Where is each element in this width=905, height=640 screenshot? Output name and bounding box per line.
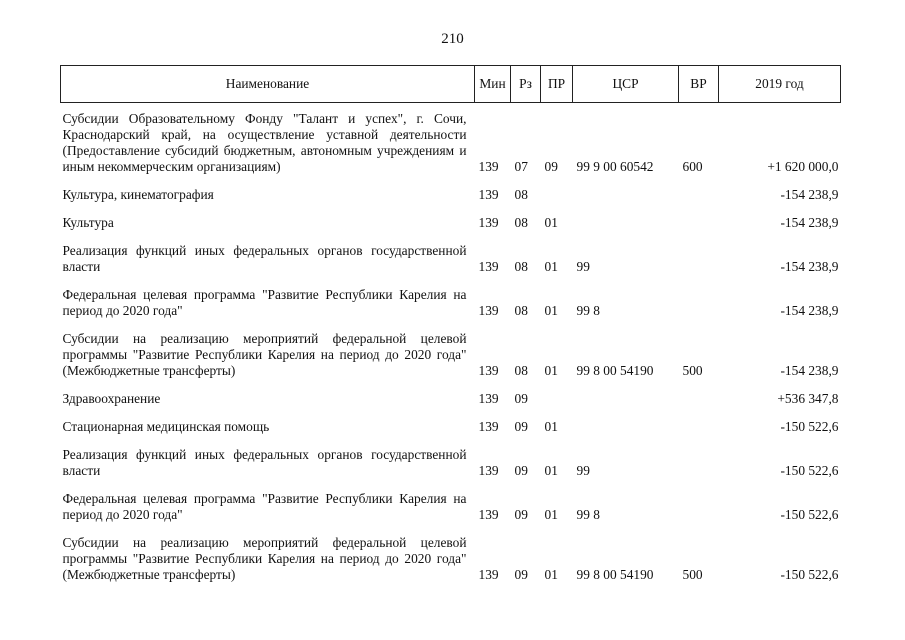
row-name: Культура [62, 215, 114, 230]
row-vr [679, 447, 719, 483]
table-row [61, 419, 841, 439]
row-min: 139 [478, 259, 499, 274]
row-csr: 99 [576, 463, 590, 478]
table-row [61, 287, 841, 323]
row-rz: 08 [514, 187, 528, 202]
row-vr: 600 [682, 159, 703, 174]
row-name: Стационарная медицинская помощь [62, 419, 270, 434]
row-vr [679, 391, 719, 411]
row-csr [573, 419, 679, 439]
row-amount: -154 238,9 [780, 303, 839, 318]
row-amount: -154 238,9 [780, 363, 839, 378]
row-amount: -150 522,6 [780, 463, 839, 478]
row-amount: -154 238,9 [780, 259, 839, 274]
row-csr: 99 8 [576, 507, 600, 522]
row-csr: 99 [576, 259, 590, 274]
row-spacer [61, 439, 841, 447]
row-pr: 01 [544, 419, 558, 434]
row-pr: 01 [544, 463, 558, 478]
row-amount: +536 347,8 [777, 391, 839, 406]
row-name: Федеральная целевая программа "Развитие Республики Карелия на период до 2020 года" [62, 491, 467, 522]
row-vr [679, 243, 719, 279]
row-rz: 09 [514, 391, 528, 406]
table-row [61, 491, 841, 527]
table-row [61, 447, 841, 483]
row-spacer [61, 323, 841, 331]
row-pr [541, 187, 573, 207]
row-vr [679, 419, 719, 439]
header-vr: ВР [679, 66, 719, 103]
row-pr: 01 [544, 507, 558, 522]
table-row [61, 331, 841, 383]
row-vr [679, 287, 719, 323]
row-min: 139 [478, 187, 499, 202]
row-name: Культура, кинематография [62, 187, 214, 202]
row-pr [541, 391, 573, 411]
row-min: 139 [478, 215, 499, 230]
header-min: Мин [475, 66, 511, 103]
budget-table [60, 65, 841, 587]
row-csr [573, 187, 679, 207]
row-amount: -150 522,6 [780, 507, 839, 522]
row-spacer [61, 527, 841, 535]
row-rz: 07 [514, 159, 528, 174]
page-number: 210 [441, 31, 464, 47]
row-amount: -150 522,6 [780, 419, 839, 434]
header-spacer [61, 103, 841, 112]
table-row [61, 535, 841, 587]
row-amount: +1 620 000,0 [767, 159, 839, 174]
row-pr: 09 [544, 159, 558, 174]
header-name: Наименование [61, 66, 475, 103]
row-min: 139 [478, 567, 499, 582]
row-spacer [61, 483, 841, 491]
row-csr [573, 215, 679, 235]
table-row [61, 391, 841, 411]
row-rz: 09 [514, 419, 528, 434]
row-name: Субсидии Образовательному Фонду "Талант и успех", г. Сочи, Краснодарский край, на осуществление уставной деятельности (Предоставление субсидий бюджетным, автономным учреждениям и иным некоммерческим организациям) [62, 111, 467, 174]
row-rz: 08 [514, 363, 528, 378]
table-row [61, 243, 841, 279]
row-pr: 01 [544, 303, 558, 318]
row-rz: 08 [514, 259, 528, 274]
row-name: Субсидии на реализацию мероприятий федеральной целевой программы "Развитие Республики Карелия на период до 2020 года" (Межбюджетные трансферты) [62, 535, 467, 582]
row-name: Федеральная целевая программа "Развитие Республики Карелия на период до 2020 года" [62, 287, 467, 318]
row-min: 139 [478, 303, 499, 318]
row-pr: 01 [544, 363, 558, 378]
row-min: 139 [478, 159, 499, 174]
row-csr: 99 9 00 60542 [576, 159, 654, 174]
row-csr [573, 391, 679, 411]
row-amount: -154 238,9 [780, 187, 839, 202]
row-spacer [61, 383, 841, 391]
row-spacer [61, 279, 841, 287]
row-spacer [61, 179, 841, 187]
header-row [61, 66, 841, 103]
table-row [61, 215, 841, 235]
row-name: Реализация функций иных федеральных органов государственной власти [62, 447, 467, 478]
table-row [61, 187, 841, 207]
row-vr [679, 491, 719, 527]
row-name: Здравоохранение [62, 391, 161, 406]
row-min: 139 [478, 507, 499, 522]
row-min: 139 [478, 419, 499, 434]
row-rz: 08 [514, 215, 528, 230]
row-name: Реализация функций иных федеральных органов государственной власти [62, 243, 467, 274]
table-body [61, 103, 841, 588]
row-pr: 01 [544, 215, 558, 230]
row-amount: -154 238,9 [780, 215, 839, 230]
row-spacer [61, 207, 841, 215]
header-rz: Рз [511, 66, 541, 103]
header-csr: ЦСР [573, 66, 679, 103]
row-csr: 99 8 00 54190 [576, 567, 654, 582]
row-amount: -150 522,6 [780, 567, 839, 582]
header-pr: ПР [541, 66, 573, 103]
row-rz: 08 [514, 303, 528, 318]
row-csr: 99 8 00 54190 [576, 363, 654, 378]
row-name: Субсидии на реализацию мероприятий федеральной целевой программы "Развитие Республики Карелия на период до 2020 года" (Межбюджетные трансферты) [62, 331, 467, 378]
row-min: 139 [478, 391, 499, 406]
row-rz: 09 [514, 463, 528, 478]
row-vr [679, 187, 719, 207]
row-spacer [61, 235, 841, 243]
row-min: 139 [478, 463, 499, 478]
row-vr: 500 [682, 567, 703, 582]
row-vr [679, 215, 719, 235]
row-vr: 500 [682, 363, 703, 378]
header-year: 2019 год [719, 66, 841, 103]
row-rz: 09 [514, 507, 528, 522]
row-spacer [61, 411, 841, 419]
row-pr: 01 [544, 567, 558, 582]
row-rz: 09 [514, 567, 528, 582]
row-min: 139 [478, 363, 499, 378]
table-row [61, 111, 841, 179]
row-csr: 99 8 [576, 303, 600, 318]
row-pr: 01 [544, 259, 558, 274]
